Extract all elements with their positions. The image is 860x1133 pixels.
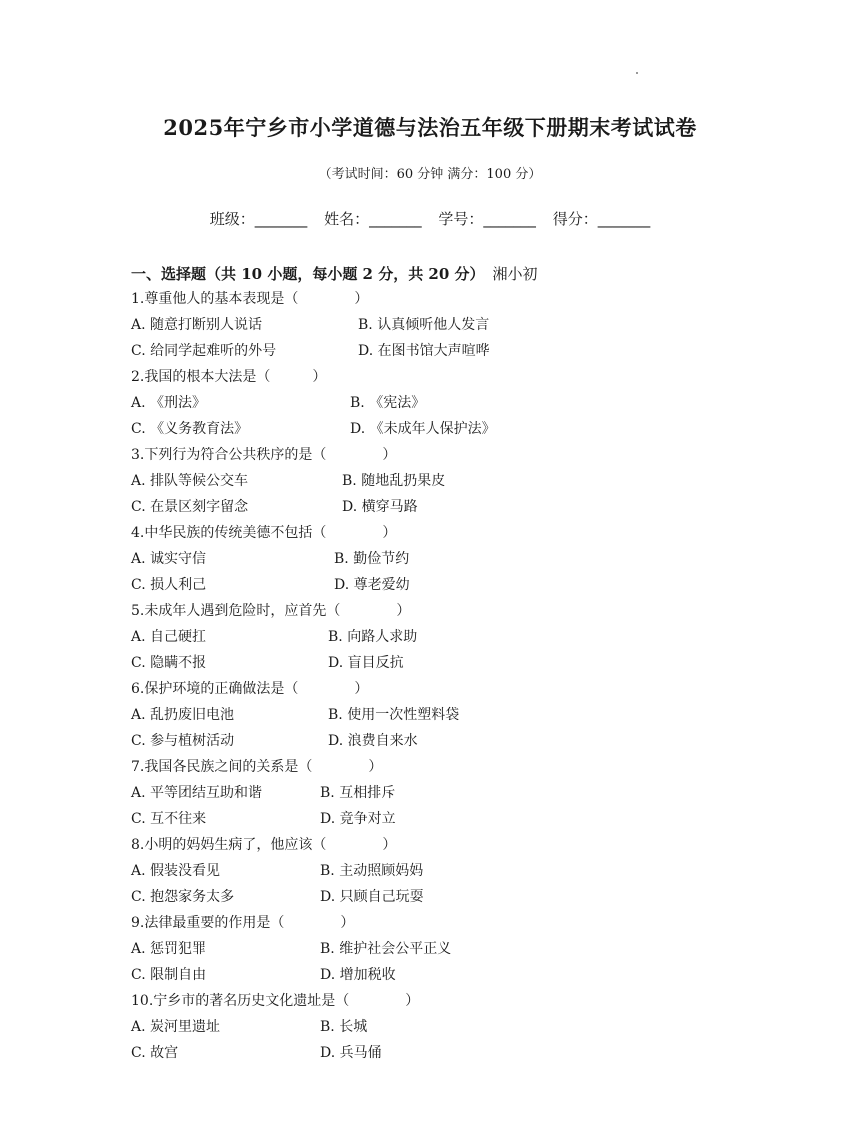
option-row [131, 1014, 751, 1040]
answer-option: A. 平等团结互助和谐 [131, 785, 263, 801]
option-row [131, 780, 751, 806]
answer-option: D. 尊老爱幼 [334, 577, 410, 593]
question-stem: 2.我国的根本大法是（ ） [131, 369, 327, 385]
option-row [131, 312, 751, 338]
answer-option: B. 向路人求助 [328, 629, 418, 645]
scan-speck [636, 72, 638, 74]
option-row [131, 702, 751, 728]
section-note: 湘小初 [492, 265, 538, 283]
answer-option: B. 主动照顾妈妈 [320, 863, 424, 879]
answer-option: A. 假装没看见 [131, 863, 221, 879]
student-info-line [0, 208, 860, 229]
answer-option: C. 限制自由 [131, 967, 207, 983]
option-row [131, 624, 751, 650]
answer-option: D. 《未成年人保护法》 [350, 421, 496, 437]
answer-option: B. 随地乱扔果皮 [342, 473, 446, 489]
student-id-field: 学号：_______ [438, 210, 536, 228]
question-stem: 4.中华民族的传统美德不包括（ ） [131, 525, 397, 541]
section-heading [131, 263, 538, 284]
question-stem: 3.下列行为符合公共秩序的是（ ） [131, 447, 397, 463]
option-row [131, 390, 751, 416]
answer-option: B. 《宪法》 [350, 395, 426, 411]
answer-option: A. 排队等候公交车 [131, 473, 249, 489]
option-row [131, 338, 751, 364]
answer-option: C. 互不往来 [131, 811, 207, 827]
answer-option: B. 使用一次性塑料袋 [328, 707, 460, 723]
option-row [131, 936, 751, 962]
score-field: 得分：_______ [552, 210, 651, 228]
answer-option: B. 认真倾听他人发言 [358, 317, 490, 333]
question-stem: 6.保护环境的正确做法是（ ） [131, 681, 369, 697]
answer-option: A. 《刑法》 [131, 395, 207, 411]
class-field: 班级：_______ [209, 210, 308, 228]
page-title: 2025年宁乡市小学道德与法治五年级下册期末考试试卷 [163, 115, 697, 140]
answer-option: C. 损人利己 [131, 577, 207, 593]
answer-option: D. 横穿马路 [342, 499, 418, 515]
option-row [131, 494, 751, 520]
answer-option: C. 抱怨家务太多 [131, 889, 235, 905]
answer-option: D. 盲目反抗 [328, 655, 404, 671]
answer-option: A. 诚实守信 [131, 551, 207, 567]
question-list [131, 286, 751, 1066]
answer-option: D. 增加税收 [320, 967, 396, 983]
option-row [131, 728, 751, 754]
answer-option: D. 只顾自己玩耍 [320, 889, 424, 905]
answer-option: A. 自己硬扛 [131, 629, 207, 645]
answer-option: C. 故宫 [131, 1045, 179, 1061]
answer-option: C. 隐瞒不报 [131, 655, 207, 671]
option-row [131, 572, 751, 598]
answer-option: D. 在图书馆大声喧哗 [358, 343, 490, 359]
answer-option: C. 参与植树活动 [131, 733, 235, 749]
answer-option: C. 《义务教育法》 [131, 421, 249, 437]
question-stem: 9.法律最重要的作用是（ ） [131, 915, 355, 931]
option-row [131, 546, 751, 572]
answer-option: A. 随意打断别人说话 [131, 317, 263, 333]
answer-option: B. 互相排斥 [320, 785, 396, 801]
answer-option: C. 在景区刻字留念 [131, 499, 249, 515]
option-row [131, 962, 751, 988]
section-title: 一、选择题（共 10 小题，每小题 2 分，共 20 分） [131, 265, 485, 283]
option-row [131, 858, 751, 884]
answer-option: B. 长城 [320, 1019, 368, 1035]
option-row [131, 468, 751, 494]
answer-option: B. 维护社会公平正义 [320, 941, 452, 957]
answer-option: D. 浪费自来水 [328, 733, 418, 749]
answer-option: A. 惩罚犯罪 [131, 941, 207, 957]
option-row [131, 416, 751, 442]
question-stem: 1.尊重他人的基本表现是（ ） [131, 291, 369, 307]
name-field: 姓名：_______ [324, 210, 422, 228]
exam-time-info: （考试时间：60 分钟 满分：100 分） [318, 167, 542, 182]
option-row [131, 884, 751, 910]
answer-option: C. 给同学起难听的外号 [131, 343, 277, 359]
question-stem: 10.宁乡市的著名历史文化遗址是（ ） [131, 993, 420, 1009]
answer-option: A. 乱扔废旧电池 [131, 707, 235, 723]
question-stem: 7.我国各民族之间的关系是（ ） [131, 759, 383, 775]
answer-option: D. 竞争对立 [320, 811, 396, 827]
option-row [131, 650, 751, 676]
question-stem: 5.未成年人遇到危险时，应首先（ ） [131, 603, 411, 619]
answer-option: B. 勤俭节约 [334, 551, 410, 567]
option-row [131, 1040, 751, 1066]
question-stem: 8.小明的妈妈生病了，他应该（ ） [131, 837, 397, 853]
answer-option: A. 炭河里遗址 [131, 1019, 221, 1035]
answer-option: D. 兵马俑 [320, 1045, 382, 1061]
option-row [131, 806, 751, 832]
